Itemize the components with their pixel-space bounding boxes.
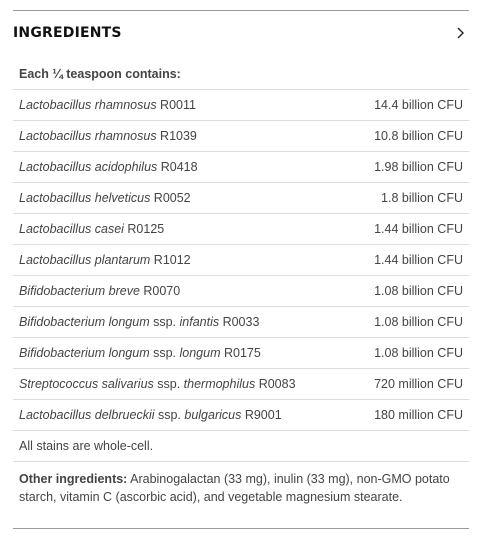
ingredient-strain: ssp. <box>149 315 180 329</box>
ingredient-row <box>13 245 469 276</box>
ingredient-name <box>19 253 191 267</box>
ingredient-amount: 1.08 billion CFU <box>374 346 463 360</box>
ingredients-panel <box>13 58 469 506</box>
bottom-divider <box>13 528 469 529</box>
ingredient-species: Bifidobacterium longum <box>19 315 150 329</box>
ingredient-species: Lactobacillus helveticus <box>19 191 151 205</box>
ingredient-name <box>19 346 261 360</box>
ingredient-amount: 1.08 billion CFU <box>374 284 463 298</box>
ingredient-species: Lactobacillus rhamnosus <box>19 129 157 143</box>
ingredient-strain: R0052 <box>150 191 191 205</box>
ingredient-amount: 1.44 billion CFU <box>374 253 463 267</box>
ingredient-amount: 1.98 billion CFU <box>374 160 463 174</box>
ingredient-species: Lactobacillus rhamnosus <box>19 98 157 112</box>
ingredient-name <box>19 129 197 143</box>
ingredient-row <box>13 90 469 121</box>
ingredient-subspecies: bulgaricus <box>184 408 242 422</box>
ingredient-strain: R1039 <box>156 129 197 143</box>
ingredient-amount: 14.4 billion CFU <box>374 98 463 112</box>
ingredient-row <box>13 276 469 307</box>
ingredient-strain-code: R0175 <box>220 346 261 360</box>
ingredient-name <box>19 222 164 236</box>
ingredient-strain: ssp. <box>149 346 180 360</box>
ingredient-species: Lactobacillus casei <box>19 222 124 236</box>
note-row <box>13 431 469 462</box>
other-ingredients <box>13 462 469 506</box>
ingredient-strain: R1012 <box>150 253 191 267</box>
ingredient-species: Bifidobacterium longum <box>19 346 150 360</box>
ingredient-species: Bifidobacterium breve <box>19 284 140 298</box>
ingredient-strain: R0011 <box>156 98 196 112</box>
ingredients-header[interactable] <box>13 11 469 55</box>
ingredient-row <box>13 183 469 214</box>
ingredient-subspecies: thermophilus <box>183 377 256 391</box>
ingredient-strain: ssp. <box>153 377 184 391</box>
ingredient-name <box>19 191 191 205</box>
ingredient-species: Lactobacillus acidophilus <box>19 160 158 174</box>
ingredient-amount: 180 million CFU <box>374 408 463 422</box>
ingredient-amount: 10.8 billion CFU <box>374 129 463 143</box>
ingredient-amount: 720 million CFU <box>374 377 463 391</box>
intro-text: Each ¼ teaspoon contains: <box>19 66 181 81</box>
other-ingredients-text: Arabinogalactan (33 mg), inulin (33 mg), non-GMO potato starch, vitamin C (ascorbic acid), and vegetable magnesium stearate. <box>19 472 450 504</box>
ingredient-amount: 1.8 billion CFU <box>381 191 463 205</box>
intro-row <box>13 58 469 90</box>
ingredient-row <box>13 152 469 183</box>
ingredient-strain: ssp. <box>154 408 185 422</box>
ingredient-species: Lactobacillus plantarum <box>19 253 151 267</box>
ingredient-row <box>13 214 469 245</box>
ingredient-row <box>13 338 469 369</box>
ingredient-name <box>19 98 196 112</box>
ingredient-strain-code: R9001 <box>241 408 282 422</box>
ingredient-strain-code: R0033 <box>219 315 260 329</box>
chevron-right-icon[interactable] <box>452 25 468 41</box>
ingredient-name <box>19 315 259 329</box>
ingredient-name <box>19 160 198 174</box>
ingredient-row <box>13 307 469 338</box>
ingredient-species: Lactobacillus delbrueckii <box>19 408 155 422</box>
ingredient-row <box>13 400 469 431</box>
ingredient-row <box>13 369 469 400</box>
ingredient-species: Streptococcus salivarius <box>19 377 154 391</box>
ingredient-amount: 1.08 billion CFU <box>374 315 463 329</box>
other-ingredients-label: Other ingredients: <box>19 472 128 486</box>
ingredient-name <box>19 377 296 391</box>
ingredient-strain: R0418 <box>157 160 198 174</box>
ingredient-strain: R0070 <box>139 284 181 298</box>
ingredient-strain: R0125 <box>123 222 165 236</box>
ingredient-name <box>19 408 282 422</box>
note-text: All stains are whole-cell. <box>19 439 154 453</box>
ingredient-subspecies: infantis <box>179 315 220 329</box>
ingredient-row <box>13 121 469 152</box>
ingredient-strain-code: R0083 <box>255 377 296 391</box>
ingredient-amount: 1.44 billion CFU <box>374 222 463 236</box>
section-title: INGREDIENTS <box>13 25 122 41</box>
ingredient-subspecies: longum <box>179 346 221 360</box>
ingredient-name <box>19 284 180 298</box>
